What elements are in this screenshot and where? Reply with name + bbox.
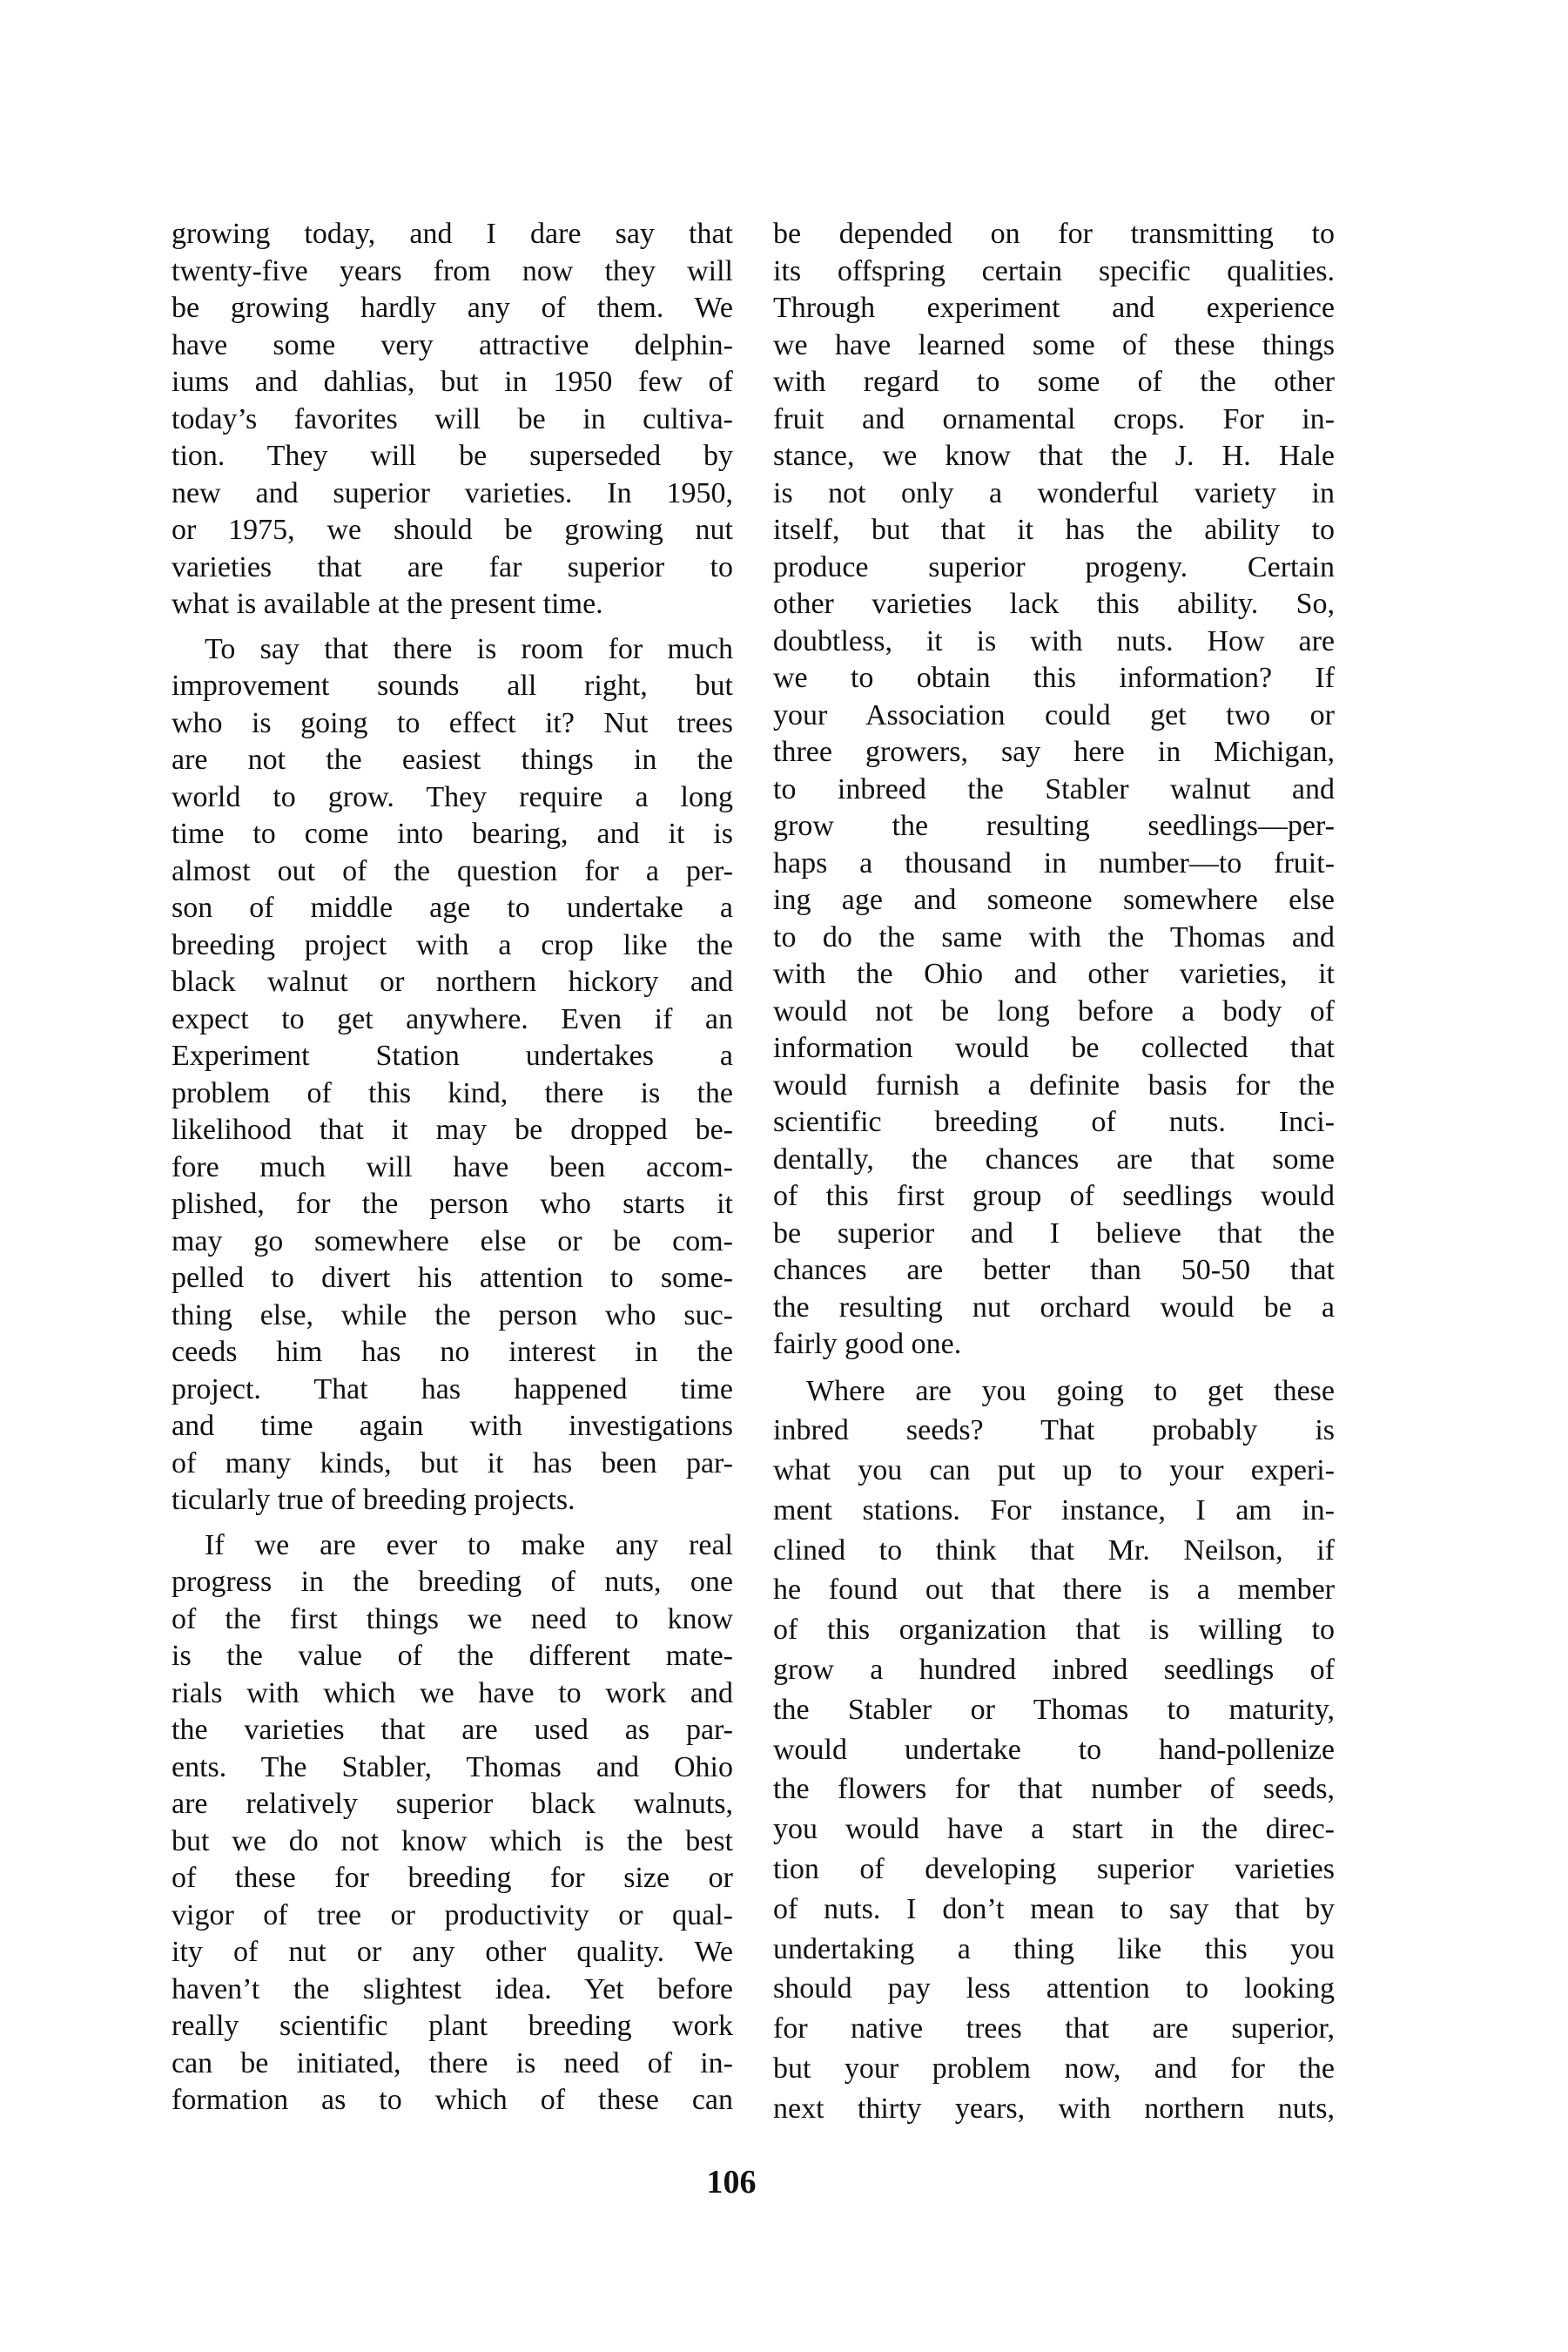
text-line: new and superior varieties. In 1950, — [172, 476, 733, 509]
text-line: to inbreed the Stabler walnut and — [773, 772, 1335, 805]
text-line: he found out that there is a member — [773, 1574, 1335, 1607]
text-line: today’s favorites will be in cultiva- — [172, 402, 733, 435]
text-line: ity of nut or any other quality. We — [172, 1936, 733, 1968]
text-line: formation as to which of these can — [172, 2084, 733, 2116]
text-line: but we do not know which is the best — [172, 1824, 733, 1857]
text-line: we have learned some of these things — [773, 328, 1335, 361]
text-line: grow a hundred inbred seedlings of — [773, 1654, 1335, 1687]
text-line: fruit and ornamental crops. For in- — [773, 402, 1335, 435]
text-line: If we are ever to make any real — [205, 1528, 733, 1561]
text-line: world to grow. They require a long — [172, 780, 733, 813]
text-line: of this first group of seedlings would — [773, 1180, 1335, 1212]
page-number: 106 — [706, 2164, 757, 2200]
text-line: information would be collected that — [773, 1032, 1335, 1064]
text-line: progress in the breeding of nuts, one — [172, 1566, 733, 1598]
text-line: what you can put up to your experi- — [773, 1454, 1335, 1487]
text-line: clined to think that Mr. Neilson, if — [773, 1533, 1335, 1567]
text-line: scientific breeding of nuts. Inci- — [773, 1106, 1335, 1138]
text-line: Where are you going to get these — [806, 1374, 1335, 1407]
text-line: but your problem now, and for the — [773, 2052, 1335, 2086]
text-line: of these for breeding for size or — [172, 1862, 733, 1894]
text-line: to do the same with the Thomas and — [773, 920, 1335, 954]
text-line: iums and dahlias, but in 1950 few of — [172, 366, 733, 398]
text-line: To say that there is room for much — [205, 632, 733, 665]
text-line: itself, but that it has the ability to — [773, 514, 1335, 546]
text-line: project. That has happened time — [172, 1372, 733, 1405]
text-line: varieties that are far superior to — [172, 550, 733, 583]
text-line: of the first things we need to know — [172, 1602, 733, 1635]
paragraph — [172, 1527, 733, 2119]
text-line: ment stations. For instance, I am in- — [773, 1493, 1335, 1526]
text-line: or 1975, we should be growing nut — [172, 514, 733, 546]
text-line: of nuts. I don’t mean to say that by — [773, 1892, 1335, 1925]
text-line: its offspring certain specific qualities. — [773, 254, 1335, 287]
paragraph — [172, 631, 733, 1520]
text-column-right — [773, 216, 1335, 2137]
text-line: really scientific plant breeding work — [172, 2010, 733, 2042]
text-line: growing today, and I dare say that — [172, 218, 733, 250]
text-line: stance, we know that the J. H. Hale — [773, 440, 1335, 472]
text-line: is not only a wonderful variety in — [773, 476, 1335, 509]
text-line: produce superior progeny. Certain — [773, 550, 1335, 583]
text-line: breeding project with a crop like the — [172, 928, 733, 961]
text-line: the flowers for that number of seeds, — [773, 1773, 1335, 1806]
text-line: tion. They will be superseded by — [172, 440, 733, 472]
text-line: vigor of tree or productivity or qual- — [172, 1898, 733, 1931]
text-line: Experiment Station undertakes a — [172, 1040, 733, 1072]
text-line: pelled to divert his attention to some- — [172, 1262, 733, 1294]
text-line: haven’t the slightest idea. Yet before — [172, 1972, 733, 2005]
paragraph — [773, 1371, 1335, 2129]
text-line: almost out of the question for a per- — [172, 854, 733, 887]
text-line: the resulting nut orchard would be a — [773, 1291, 1335, 1324]
text-line: inbred seeds? That probably is — [773, 1414, 1335, 1447]
text-line: likelihood that it may be dropped be- — [172, 1114, 733, 1146]
text-line: is the value of the different mate- — [172, 1640, 733, 1672]
text-line: of this organization that is willing to — [773, 1614, 1335, 1647]
text-line: have some very attractive delphin- — [172, 328, 733, 361]
text-line: are not the easiest things in the — [172, 744, 733, 776]
text-line: ticularly true of breeding projects. — [172, 1484, 575, 1516]
text-line: of many kinds, but it has been par- — [172, 1446, 733, 1479]
paragraph — [773, 216, 1335, 1364]
text-line: rials with which we have to work and — [172, 1676, 733, 1709]
text-line: ents. The Stabler, Thomas and Ohio — [172, 1750, 733, 1783]
text-line: undertaking a thing like this you — [773, 1932, 1335, 1965]
text-column-left — [172, 216, 733, 2127]
text-line: you would have a start in the direc- — [773, 1813, 1335, 1846]
text-line: chances are better than 50-50 that — [773, 1254, 1335, 1286]
text-line: the varieties that are used as par- — [172, 1714, 733, 1746]
text-line: son of middle age to undertake a — [172, 892, 733, 924]
text-line: would furnish a definite basis for the — [773, 1068, 1335, 1102]
text-line: doubtless, it is with nuts. How are — [773, 624, 1335, 657]
text-line: and time again with investigations — [172, 1410, 733, 1442]
text-line: fore much will have been accom- — [172, 1150, 733, 1183]
text-line: fairly good one. — [773, 1328, 962, 1360]
text-line: would not be long before a body of — [773, 994, 1335, 1028]
text-line: twenty-five years from now they will — [172, 254, 733, 287]
text-line: ceeds him has no interest in the — [172, 1336, 733, 1368]
text-line: with regard to some of the other — [773, 366, 1335, 398]
text-line: should pay less attention to looking — [773, 1972, 1335, 2005]
text-line: dentally, the chances are that some — [773, 1142, 1335, 1176]
text-line: ing age and someone somewhere else — [773, 884, 1335, 916]
text-line: grow the resulting seedlings—per- — [773, 810, 1335, 842]
text-line: may go somewhere else or be com- — [172, 1224, 733, 1257]
text-line: problem of this kind, there is the — [172, 1076, 733, 1109]
text-line: next thirty years, with northern nuts, — [773, 2092, 1335, 2125]
text-line: your Association could get two or — [773, 698, 1335, 731]
text-line: expect to get anywhere. Even if an — [172, 1002, 733, 1035]
text-line: are relatively superior black walnuts, — [172, 1788, 733, 1820]
text-line: haps a thousand in number—to fruit- — [773, 846, 1335, 879]
text-line: with the Ohio and other varieties, it — [773, 958, 1335, 990]
text-line: can be initiated, there is need of in- — [172, 2046, 733, 2079]
text-line: thing else, while the person who suc- — [172, 1298, 733, 1331]
text-line: improvement sounds all right, but — [172, 670, 733, 702]
text-line: what is available at the present time. — [172, 588, 603, 620]
paragraph — [172, 216, 733, 623]
text-line: time to come into bearing, and it is — [172, 818, 733, 850]
text-line: other varieties lack this ability. So, — [773, 588, 1335, 620]
text-line: be superior and I believe that the — [773, 1216, 1335, 1250]
text-line: three growers, say here in Michigan, — [773, 736, 1335, 768]
text-line: be growing hardly any of them. We — [172, 292, 733, 324]
text-line: who is going to effect it? Nut trees — [172, 706, 733, 739]
text-line: Through experiment and experience — [773, 292, 1335, 324]
text-line: plished, for the person who starts it — [172, 1188, 733, 1220]
text-line: black walnut or northern hickory and — [172, 966, 733, 998]
text-line: be depended on for transmitting to — [773, 218, 1335, 250]
text-line: the Stabler or Thomas to maturity, — [773, 1693, 1335, 1726]
text-line: tion of developing superior varieties — [773, 1853, 1335, 1886]
text-line: would undertake to hand-pollenize — [773, 1733, 1335, 1766]
text-line: for native trees that are superior, — [773, 2012, 1335, 2045]
text-line: we to obtain this information? If — [773, 662, 1335, 694]
